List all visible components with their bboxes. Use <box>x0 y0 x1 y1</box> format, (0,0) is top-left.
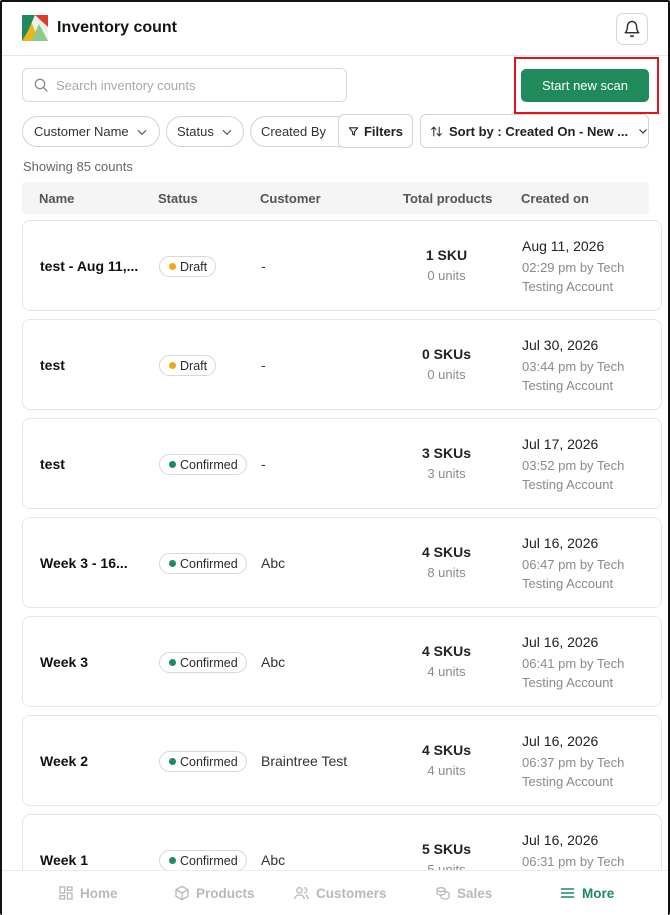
table-row[interactable] <box>22 319 662 410</box>
status-dot <box>169 461 176 468</box>
status-label: Draft <box>180 259 208 274</box>
table-row[interactable] <box>22 616 662 707</box>
table-row[interactable] <box>22 220 662 311</box>
row-created-time: 02:29 pm by Tech <box>522 260 625 275</box>
table-header <box>22 182 649 214</box>
status-filter[interactable] <box>166 116 244 147</box>
nav-more-label: More <box>582 885 615 901</box>
column-header-status[interactable]: Status <box>158 191 198 206</box>
table-row[interactable] <box>22 517 662 608</box>
status-badge <box>159 256 216 277</box>
created-by-filter-label: Created By <box>261 124 327 139</box>
search-icon <box>33 77 49 93</box>
filters-button[interactable] <box>338 114 413 148</box>
filters-button-label: Filters <box>363 123 403 139</box>
row-created-time: 03:52 pm by Tech <box>522 458 625 473</box>
row-created-time: 03:44 pm by Tech <box>522 359 625 374</box>
status-label: Confirmed <box>180 457 238 472</box>
row-customer: - <box>261 456 266 472</box>
status-label: Confirmed <box>180 556 238 571</box>
column-header-created-on[interactable]: Created on <box>521 191 589 206</box>
app-logo-icon <box>22 15 48 41</box>
status-dot <box>169 758 176 765</box>
table-row[interactable] <box>22 418 662 509</box>
users-icon <box>293 885 310 901</box>
column-header-name[interactable]: Name <box>39 191 75 206</box>
status-badge <box>159 454 247 475</box>
menu-icon <box>559 885 576 901</box>
row-sku-count: 0 SKUs <box>421 346 472 362</box>
column-header-total-products[interactable]: Total products <box>403 191 493 206</box>
row-name: Week 1 <box>40 852 88 868</box>
table-row[interactable] <box>22 715 662 806</box>
row-unit-count: 4 units <box>427 664 466 679</box>
chevron-down-icon <box>220 125 234 139</box>
customer-name-filter-label: Customer Name <box>34 124 129 139</box>
row-name: test <box>40 456 65 472</box>
row-created-date: Jul 16, 2026 <box>522 733 599 749</box>
chevron-down-icon <box>135 125 149 139</box>
chevron-down-icon <box>637 125 649 137</box>
row-name: Week 3 <box>40 654 88 670</box>
row-created-date: Jul 16, 2026 <box>522 634 599 650</box>
sort-dropdown[interactable] <box>420 114 649 148</box>
row-created-by: Testing Account <box>522 477 614 492</box>
status-label: Confirmed <box>180 655 238 670</box>
customer-name-filter[interactable] <box>22 116 160 147</box>
status-label: Draft <box>180 358 208 373</box>
row-created-date: Jul 17, 2026 <box>522 436 599 452</box>
nav-sales[interactable] <box>435 885 492 901</box>
row-created-time: 06:37 pm by Tech <box>522 755 625 770</box>
row-customer: Abc <box>261 555 286 571</box>
inventory-count-list <box>22 220 649 872</box>
row-created-time: 06:31 pm by Tech <box>522 854 625 869</box>
nav-home-label: Home <box>80 885 118 901</box>
row-created-time: 06:41 pm by Tech <box>522 656 625 671</box>
row-customer: Braintree Test <box>261 753 348 769</box>
row-name: test <box>40 357 65 373</box>
row-customer: Abc <box>261 852 286 868</box>
status-dot <box>169 263 176 270</box>
column-header-customer[interactable]: Customer <box>260 191 321 206</box>
nav-sales-label: Sales <box>457 885 493 901</box>
results-count: Showing 85 counts <box>23 159 133 174</box>
start-new-scan-button[interactable]: Start new scan <box>521 69 649 102</box>
row-sku-count: 4 SKUs <box>421 544 472 560</box>
row-created-by: Testing Account <box>522 378 614 393</box>
status-dot <box>169 560 176 567</box>
nav-customers[interactable] <box>293 885 387 901</box>
row-created-date: Jul 30, 2026 <box>522 337 599 353</box>
nav-more[interactable] <box>559 885 614 901</box>
row-created-date: Jul 16, 2026 <box>522 535 599 551</box>
row-sku-count: 1 SKU <box>425 247 468 263</box>
row-name: Week 2 <box>40 753 88 769</box>
page-title: Inventory count <box>57 19 178 36</box>
nav-customers-label: Customers <box>316 885 387 901</box>
row-sku-count: 5 SKUs <box>421 841 472 857</box>
row-unit-count: 4 units <box>427 763 466 778</box>
row-sku-count: 4 SKUs <box>421 643 472 659</box>
row-created-by: Testing Account <box>522 774 614 789</box>
created-by-filter[interactable] <box>250 116 340 147</box>
row-name: test - Aug 11,... <box>40 258 139 274</box>
sort-dropdown-label: Sort by : Created On - New ... <box>449 123 629 139</box>
status-badge <box>159 850 247 871</box>
bottom-navigation <box>2 870 668 915</box>
row-name: Week 3 - 16... <box>40 555 128 571</box>
nav-products[interactable] <box>174 885 255 901</box>
row-created-by: Testing Account <box>522 279 614 294</box>
row-created-date: Jul 16, 2026 <box>522 832 599 848</box>
filter-icon <box>348 126 359 137</box>
status-label: Confirmed <box>180 754 238 769</box>
row-customer: - <box>261 357 266 373</box>
status-badge <box>159 751 247 772</box>
row-customer: - <box>261 258 266 274</box>
coins-icon <box>435 885 451 901</box>
status-dot <box>169 362 176 369</box>
nav-home[interactable] <box>58 885 118 901</box>
row-sku-count: 3 SKUs <box>421 445 472 461</box>
top-header <box>2 2 668 56</box>
bell-icon <box>623 20 641 38</box>
nav-products-label: Products <box>196 885 255 901</box>
status-badge <box>159 355 216 376</box>
status-filter-label: Status <box>177 124 214 139</box>
row-customer: Abc <box>261 654 286 670</box>
row-sku-count: 4 SKUs <box>421 742 472 758</box>
status-badge <box>159 652 247 673</box>
row-created-date: Aug 11, 2026 <box>522 238 605 254</box>
row-unit-count: 3 units <box>427 466 466 481</box>
row-unit-count: 0 units <box>427 268 466 283</box>
row-unit-count: 0 units <box>427 367 466 382</box>
row-created-by: Testing Account <box>522 576 614 591</box>
row-created-time: 06:47 pm by Tech <box>522 557 625 572</box>
search-input[interactable] <box>56 69 341 101</box>
box-icon <box>174 885 190 901</box>
row-created-by: Testing Account <box>522 675 614 690</box>
status-dot <box>169 659 176 666</box>
status-label: Confirmed <box>180 853 238 868</box>
sort-arrows-icon <box>430 125 443 138</box>
home-icon <box>58 885 74 901</box>
row-unit-count: 8 units <box>427 565 466 580</box>
search-box <box>22 68 347 102</box>
status-badge <box>159 553 247 574</box>
status-dot <box>169 857 176 864</box>
notifications-button[interactable] <box>616 13 648 45</box>
